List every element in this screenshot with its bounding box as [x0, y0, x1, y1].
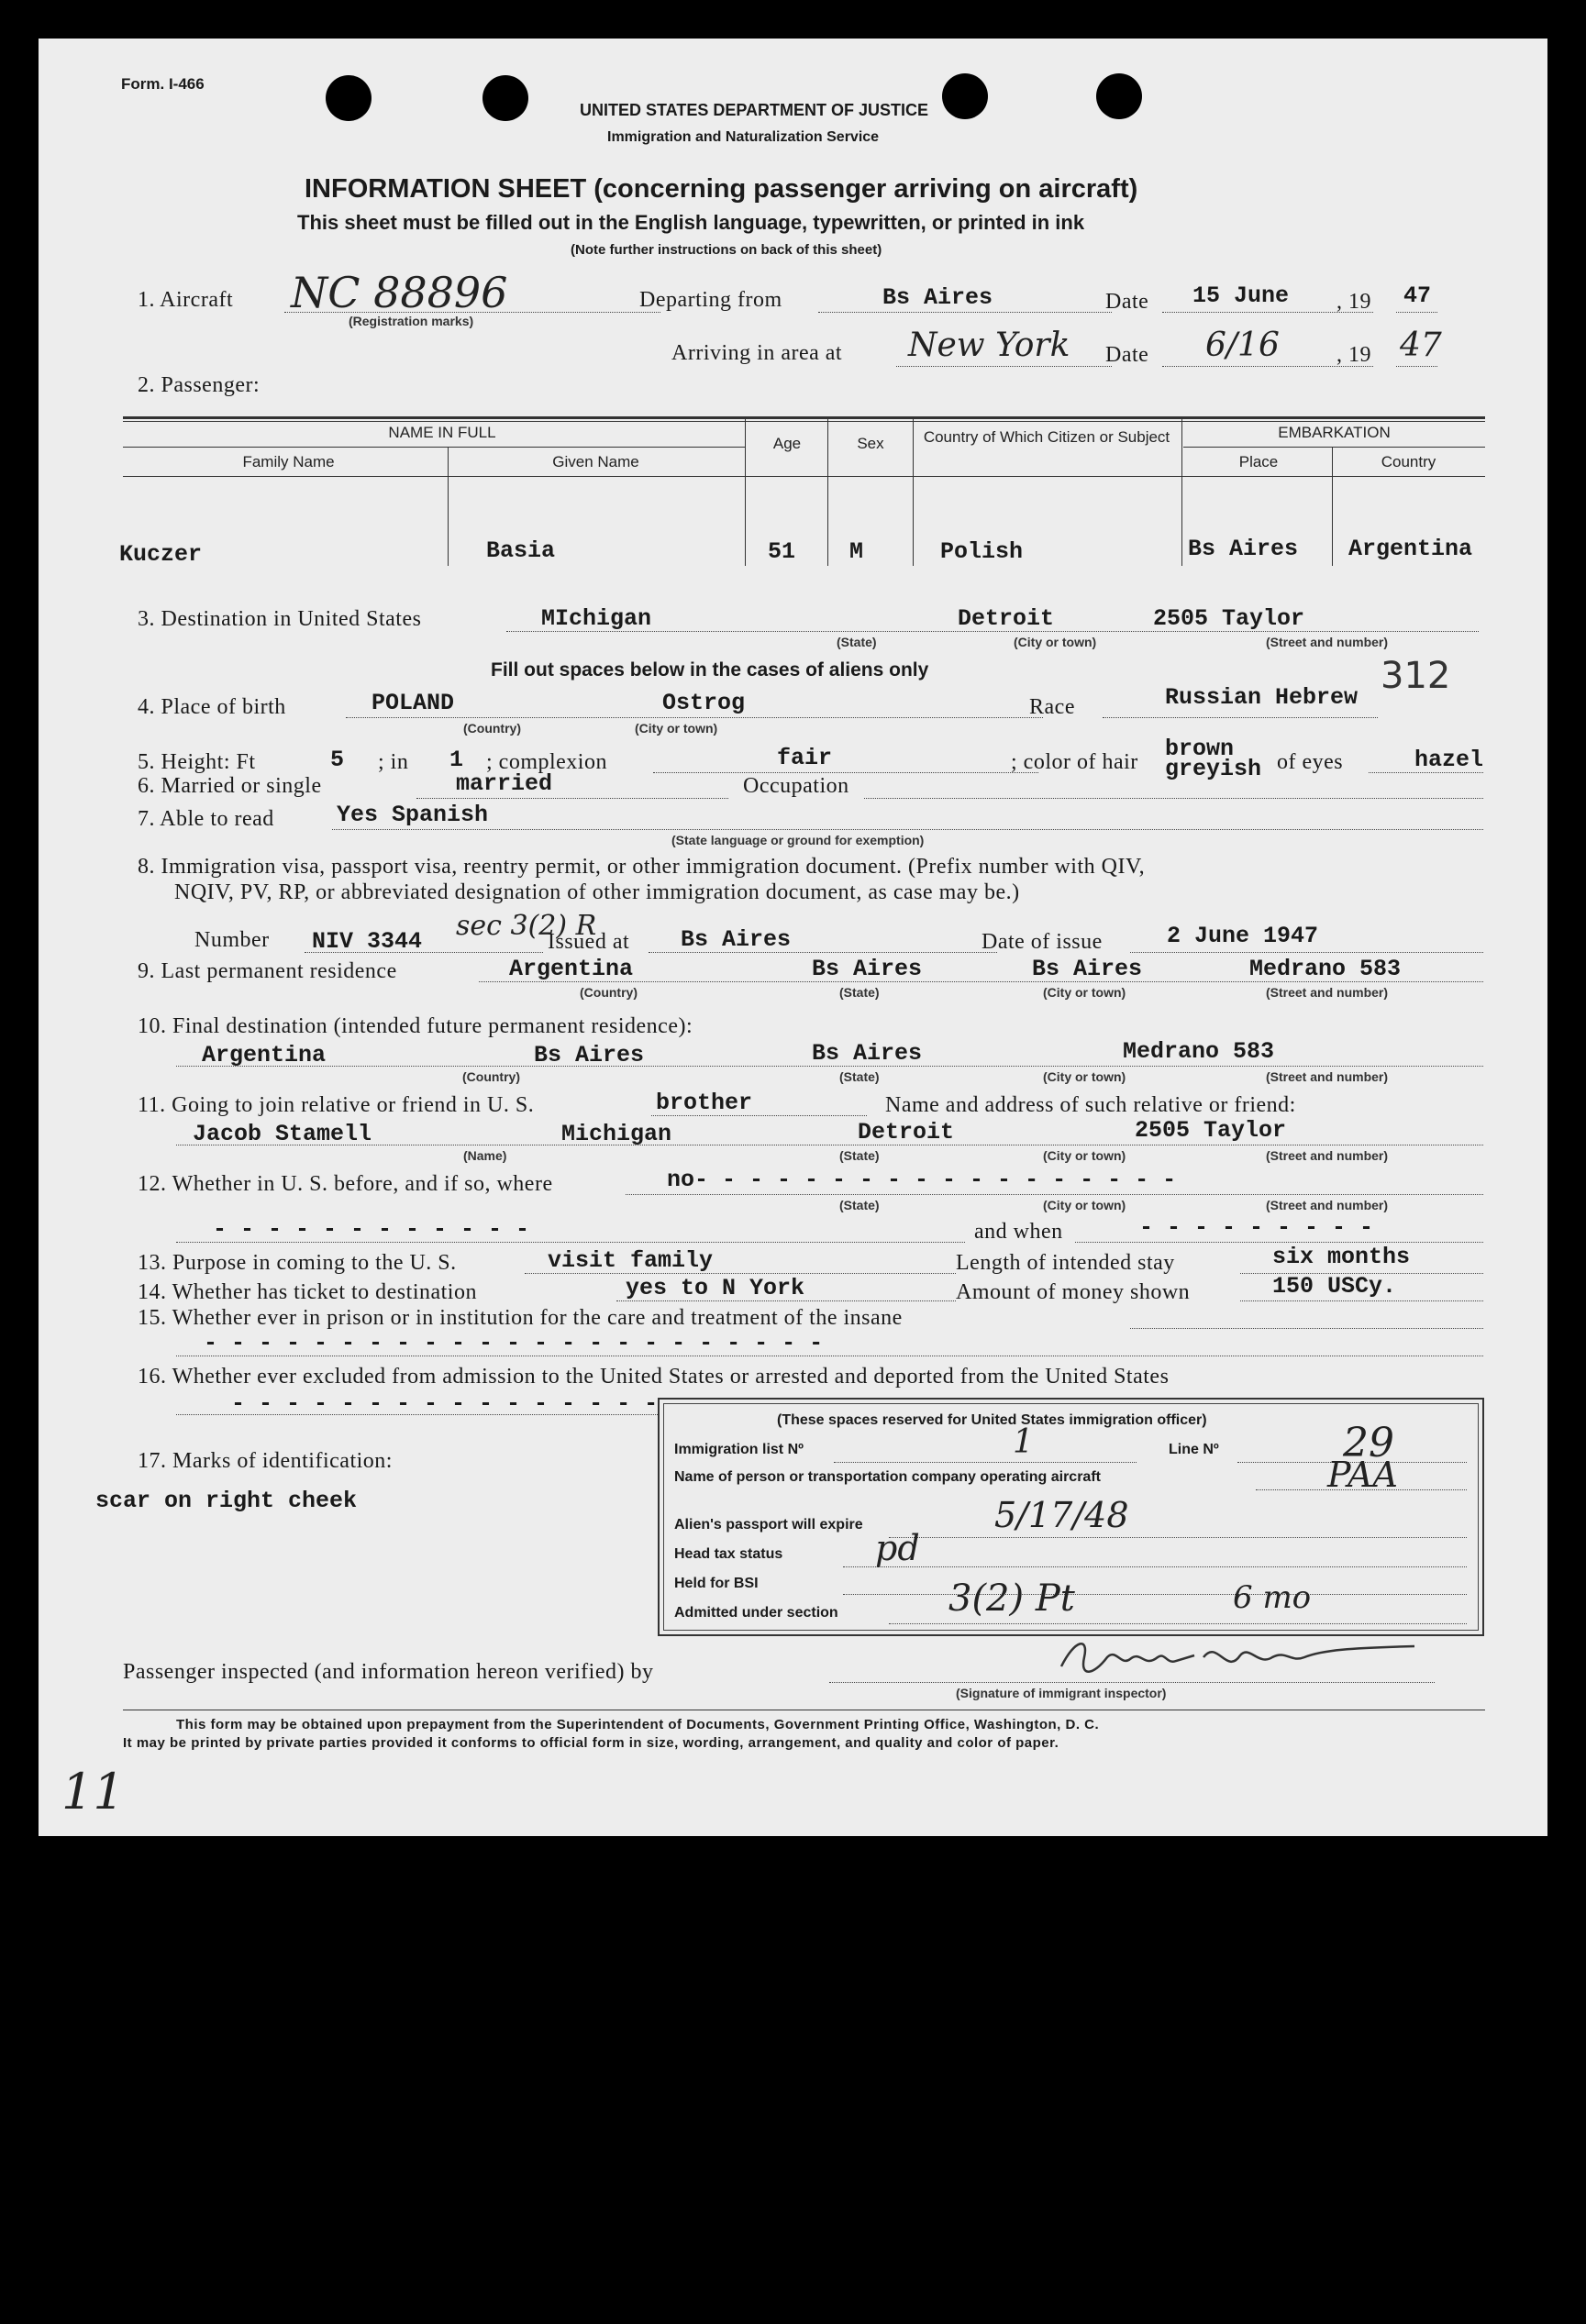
residence-city: Bs Aires	[1032, 956, 1143, 982]
header-sex: Sex	[857, 435, 884, 452]
residence-country: Argentina	[509, 956, 634, 982]
head-tax-value: pd	[875, 1528, 920, 1568]
punch-hole	[326, 75, 372, 121]
header-age: Age	[772, 435, 802, 452]
relative-street: 2505 Taylor	[1135, 1117, 1287, 1144]
handwritten-section-note: sec 3(2) R	[456, 910, 597, 942]
q11-label: 11. Going to join relative or friend in U. S.	[138, 1093, 535, 1117]
line-number-label: Line Nº	[1169, 1442, 1219, 1457]
document-number: NIV 3344	[312, 928, 423, 955]
caption-street: (Street and number)	[1266, 1148, 1389, 1163]
caption-street: (Street and number)	[1266, 985, 1389, 1000]
q13-label: 13. Purpose in coming to the U. S.	[138, 1251, 457, 1275]
caption-street: (Street and number)	[1266, 1198, 1389, 1212]
inspected-label: Passenger inspected (and information hereon verified) by	[123, 1660, 654, 1684]
hair-label: ; color of hair	[1011, 750, 1138, 774]
eyes-value: hazel	[1414, 747, 1484, 773]
punch-hole	[1096, 73, 1142, 119]
officer-box	[658, 1398, 1484, 1636]
purpose-value: visit family	[548, 1247, 714, 1274]
caption-country: (Country)	[580, 985, 638, 1000]
margin-mark: 11	[61, 1763, 125, 1820]
passenger-given-name: Basia	[486, 537, 556, 564]
race-label: Race	[1029, 695, 1075, 719]
hair-color-1: brown	[1165, 736, 1235, 762]
relative-name: Jacob Stamell	[193, 1121, 372, 1147]
stay-label: Length of intended stay	[956, 1251, 1175, 1275]
year-prefix: , 19	[1336, 290, 1371, 314]
complexion-value: fair	[777, 745, 833, 771]
money-label: Amount of money shown	[956, 1280, 1191, 1304]
q16-label: 16. Whether ever excluded from admission to the United States or arrested and deported from the United States	[138, 1365, 1170, 1389]
q12-label: 12. Whether in U. S. before, and if so, where	[138, 1172, 553, 1196]
q10-label: 10. Final destination (intended future permanent residence):	[138, 1014, 693, 1038]
previous-visit-when: - - - - - - - - -	[1139, 1214, 1374, 1241]
passenger-sex: M	[849, 538, 864, 565]
caption-state: (State)	[839, 1069, 880, 1084]
excluded-dashes: - - - - - - - - - - - - - - - -	[231, 1390, 659, 1417]
service-name: Immigration and Naturalization Service	[607, 129, 880, 145]
q5-label: 5. Height: Ft	[138, 750, 256, 774]
page-title: INFORMATION SHEET (concerning passenger arriving on aircraft)	[305, 174, 1138, 204]
header-citizen: Country of Which Citizen or Subject	[923, 428, 1170, 446]
q6-label: 6. Married or single	[138, 774, 322, 798]
money-value: 150 USCy.	[1272, 1273, 1397, 1300]
caption-country: (Country)	[463, 721, 521, 736]
caption-city: (City or town)	[1043, 1198, 1126, 1212]
relative-state: Michigan	[561, 1121, 672, 1147]
header-country: Country	[1381, 453, 1436, 470]
q7-label: 7. Able to read	[138, 807, 274, 831]
header-given-name: Given Name	[552, 453, 639, 470]
line-number-value: 29	[1343, 1420, 1394, 1466]
head-tax-label: Head tax status	[674, 1546, 783, 1562]
caption-state: (State)	[837, 635, 877, 649]
note-text: (Note further instructions on back of this sheet)	[571, 242, 882, 258]
previous-visit-dashes: - - - - - - - - - - - -	[213, 1216, 530, 1243]
inspector-signature	[1057, 1630, 1424, 1685]
final-state: Bs Aires	[534, 1042, 645, 1068]
q14-label: 14. Whether has ticket to destination	[138, 1280, 477, 1304]
complexion-label: ; complexion	[486, 750, 607, 774]
caption-city: (City or town)	[1043, 985, 1126, 1000]
caption-state: (State)	[839, 1198, 880, 1212]
when-label: and when	[974, 1220, 1063, 1244]
hair-color-2: greyish	[1165, 756, 1262, 782]
bsi-label: Held for BSI	[674, 1576, 759, 1591]
header-place: Place	[1238, 453, 1279, 470]
final-country: Argentina	[202, 1042, 327, 1068]
punch-hole	[482, 75, 528, 121]
q3-label: 3. Destination in United States	[138, 607, 422, 631]
caption-street: (Street and number)	[1266, 635, 1389, 649]
race-value: Russian Hebrew	[1165, 684, 1359, 711]
section-value: 3(2) Pt	[948, 1577, 1075, 1620]
issued-place: Bs Aires	[681, 926, 792, 953]
relative-city: Detroit	[858, 1119, 955, 1145]
header-family-name: Family Name	[242, 453, 335, 470]
name-address-label: Name and address of such relative or friend:	[885, 1093, 1296, 1117]
destination-street: 2505 Taylor	[1153, 605, 1305, 632]
arriving-year: 47	[1400, 326, 1442, 364]
stay-value: six months	[1272, 1244, 1411, 1270]
aliens-heading: Fill out spaces below in the cases of aliens only	[491, 659, 929, 681]
birth-city: Ostrog	[662, 690, 746, 716]
prison-dashes: - - - - - - - - - - - - - - - - - - - - - - -	[204, 1330, 824, 1356]
residence-state: Bs Aires	[812, 956, 923, 982]
q9-label: 9. Last permanent residence	[138, 959, 397, 983]
q17-label: 17. Marks of identification:	[138, 1449, 393, 1473]
caption-city: (City or town)	[1043, 1069, 1126, 1084]
passenger-citizen: Polish	[940, 538, 1024, 565]
passenger-age: 51	[768, 538, 796, 565]
embarkation-place: Bs Aires	[1188, 536, 1299, 562]
immigration-list-value: 1	[1013, 1423, 1034, 1461]
q15-label: 15. Whether ever in prison or in institution for the care and treatment of the insane	[138, 1306, 903, 1330]
form-sheet	[39, 39, 1547, 1836]
arriving-date: 6/16	[1205, 326, 1280, 364]
eyes-label: of eyes	[1277, 750, 1344, 774]
immigration-list-label: Immigration list Nº	[674, 1442, 804, 1457]
destination-city: Detroit	[958, 605, 1055, 632]
previous-visit-where: no- - - - - - - - - - - - - - - - - -	[667, 1167, 1177, 1193]
caption-city: (City or town)	[1043, 1148, 1126, 1163]
caption-name: (Name)	[463, 1148, 507, 1163]
occupation-label: Occupation	[743, 774, 849, 798]
passenger-family-name: Kuczer	[119, 541, 203, 568]
height-feet: 5	[330, 747, 345, 773]
q4-label: 4. Place of birth	[138, 695, 286, 719]
departing-value: Bs Aires	[882, 284, 993, 311]
form-number: Form. I-466	[121, 75, 205, 93]
instruction-text: This sheet must be filled out in the English language, typewritten, or printed in ink	[297, 211, 1085, 234]
registration-caption: (Registration marks)	[349, 314, 474, 328]
caption-state: (State)	[839, 985, 880, 1000]
stamped-code: 312	[1381, 655, 1451, 697]
q8-line2: NQIV, PV, RP, or abbreviated designation of other immigration document, as case may be.)	[174, 880, 1020, 904]
ticket-value: yes to N York	[626, 1275, 805, 1301]
read-language: Yes Spanish	[337, 802, 489, 828]
arriving-label: Arriving in area at	[671, 341, 843, 365]
section-duration: 6 mo	[1233, 1579, 1312, 1616]
q2-label: 2. Passenger:	[138, 373, 261, 397]
final-street: Medrano 583	[1123, 1038, 1275, 1065]
issue-date-label: Date of issue	[982, 930, 1103, 954]
punch-hole	[942, 73, 988, 119]
caption-country: (Country)	[462, 1069, 520, 1084]
departing-label: Departing from	[639, 288, 782, 312]
department-name: UNITED STATES DEPARTMENT OF JUSTICE	[580, 101, 929, 119]
footer-line-2: It may be printed by private parties provided it conforms to official form in size, wording, arrangement, and quality and color of paper.	[123, 1735, 1059, 1751]
date-label: Date	[1105, 290, 1149, 314]
aircraft-value: NC 88896	[291, 268, 508, 317]
section-label: Admitted under section	[674, 1605, 838, 1621]
embarkation-country: Argentina	[1348, 536, 1473, 562]
final-city: Bs Aires	[812, 1040, 923, 1067]
caption-city: (City or town)	[635, 721, 718, 736]
departing-date: 15 June	[1192, 282, 1290, 309]
footer-line-1: This form may be obtained upon prepayment from the Superintendent of Documents, Government Printing Office, Washington, D. C.	[176, 1717, 1100, 1732]
header-name-in-full: NAME IN FULL	[388, 424, 496, 441]
issue-date: 2 June 1947	[1167, 923, 1319, 949]
officer-box-heading: (These spaces reserved for United States immigration officer)	[777, 1412, 1207, 1428]
inches-label: ; in	[378, 750, 409, 774]
arriving-value: New York	[908, 326, 1070, 364]
number-label: Number	[194, 928, 270, 952]
q8-line1: 8. Immigration visa, passport visa, reentry permit, or other immigration document. (Prefix number with QIV,	[138, 855, 1146, 879]
caption-city: (City or town)	[1014, 635, 1097, 649]
residence-street: Medrano 583	[1249, 956, 1402, 982]
destination-state: MIchigan	[541, 605, 652, 632]
passport-expire-label: Alien's passport will expire	[674, 1517, 863, 1533]
marital-status: married	[456, 770, 553, 797]
departing-year: 47	[1403, 282, 1432, 309]
caption-street: (Street and number)	[1266, 1069, 1389, 1084]
header-embarkation: EMBARKATION	[1278, 424, 1391, 441]
year-prefix-arrive: , 19	[1336, 343, 1371, 367]
q1-label: 1. Aircraft	[138, 288, 234, 312]
signature-caption: (Signature of immigrant inspector)	[956, 1686, 1167, 1700]
caption-state: (State)	[839, 1148, 880, 1163]
passport-expire-value: 5/17/48	[994, 1495, 1129, 1535]
identification-marks: scar on right cheek	[95, 1488, 358, 1514]
operator-label: Name of person or transportation company operating aircraft	[674, 1469, 1101, 1485]
height-inches: 1	[449, 747, 464, 773]
birth-country: POLAND	[372, 690, 455, 716]
relation-value: brother	[656, 1090, 753, 1116]
issued-label: Issued at	[548, 930, 630, 954]
caption-language: (State language or ground for exemption)	[671, 833, 925, 847]
date-label-arrive: Date	[1105, 343, 1149, 367]
operator-value: PAA	[1327, 1455, 1398, 1495]
